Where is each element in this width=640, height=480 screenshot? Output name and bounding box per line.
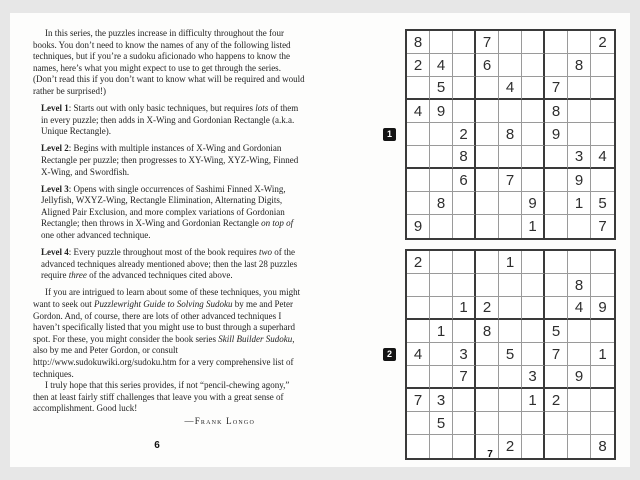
sudoku-cell: 5 [545,320,568,343]
sudoku-cell [545,251,568,274]
sudoku-cell: 7 [407,389,430,412]
sudoku-cell [568,215,591,238]
sudoku-cell: 9 [568,366,591,389]
sudoku-cell [522,320,545,343]
sudoku-cell: 1 [591,343,614,366]
sudoku-grid [405,249,616,460]
sudoku-cell [545,31,568,54]
book-spread [10,13,630,467]
sudoku-cell [430,343,453,366]
sudoku-cell: 2 [499,435,522,458]
sudoku-cell [591,123,614,146]
sudoku-cell [499,389,522,412]
sudoku-cell: 2 [407,251,430,274]
sudoku-cell [499,412,522,435]
sudoku-cell [430,123,453,146]
sudoku-cell: 4 [430,54,453,77]
sudoku-cell: 3 [453,343,476,366]
sudoku-cell: 8 [430,192,453,215]
sudoku-cell [522,77,545,100]
paragraph: I truly hope that this series provides, if not “pencil-chewing agony,” then at least fairly stiff challenges that leave you with a great sense of accomplishment. Good luck! [33,380,290,414]
sudoku-cell [407,274,430,297]
sudoku-cell [407,412,430,435]
sudoku-cell [591,100,614,123]
sudoku-cell [453,54,476,77]
sudoku-cell [476,146,499,169]
sudoku-cell: 8 [499,123,522,146]
sudoku-cell [476,169,499,192]
sudoku-cell [430,169,453,192]
sudoku-cell [407,366,430,389]
sudoku-cell: 6 [453,169,476,192]
sudoku-cell [545,54,568,77]
sudoku-cell [499,146,522,169]
paragraph: Level 2: Begins with multiple instances of X-Wing and Gordonian Rectangle per puzzle; then progresses to XY-Wing, XYZ-Wing, Finned X-Wing, and Swordfish. [41,143,299,177]
puzzle-number-badge: 2 [383,348,396,361]
puzzle-2 [386,249,616,460]
sudoku-cell [522,123,545,146]
sudoku-cell: 9 [522,192,545,215]
sudoku-cell [453,412,476,435]
sudoku-cell [407,297,430,320]
sudoku-cell [545,192,568,215]
sudoku-cell [453,100,476,123]
sudoku-cell [545,169,568,192]
sudoku-cell [453,251,476,274]
paragraph: Level 4: Every puzzle throughout most of the book requires two of the advanced techniques already mentioned above; then the last 28 puzzles require three of the advanced techniques cited above. [41,247,298,281]
sudoku-cell: 9 [591,297,614,320]
sudoku-cell [545,215,568,238]
sudoku-cell [499,366,522,389]
sudoku-cell [476,100,499,123]
sudoku-cell [591,54,614,77]
sudoku-cell [430,215,453,238]
sudoku-cell: 5 [591,192,614,215]
sudoku-cell [407,123,430,146]
sudoku-cell: 8 [568,54,591,77]
sudoku-cell [430,274,453,297]
sudoku-cell [430,146,453,169]
author-signature: —Frank Longo [184,415,255,426]
sudoku-cell [522,297,545,320]
puzzle-number-badge: 1 [383,128,396,141]
sudoku-cell [568,31,591,54]
sudoku-cell: 2 [545,389,568,412]
sudoku-cell [407,146,430,169]
sudoku-cell [545,435,568,458]
sudoku-cell [522,146,545,169]
sudoku-cell: 6 [476,54,499,77]
sudoku-cell: 5 [499,343,522,366]
page-number-right: 7 [487,449,493,460]
sudoku-cell: 4 [407,100,430,123]
sudoku-cell [591,77,614,100]
sudoku-cell: 8 [476,320,499,343]
sudoku-cell [591,320,614,343]
sudoku-cell: 7 [476,31,499,54]
sudoku-cell [568,123,591,146]
sudoku-cell [522,412,545,435]
sudoku-cell [407,320,430,343]
sudoku-cell [476,343,499,366]
sudoku-grid [405,29,616,240]
sudoku-cell [591,251,614,274]
sudoku-cell [407,192,430,215]
sudoku-cell: 8 [568,274,591,297]
sudoku-cell [407,169,430,192]
sudoku-cell [499,297,522,320]
sudoku-cell [545,274,568,297]
sudoku-cell [522,274,545,297]
sudoku-cell [499,31,522,54]
sudoku-cell: 7 [545,77,568,100]
sudoku-cell [568,77,591,100]
sudoku-cell [568,100,591,123]
sudoku-cell [499,274,522,297]
sudoku-cell [453,192,476,215]
sudoku-cell [476,123,499,146]
sudoku-cell [545,297,568,320]
sudoku-cell: 2 [476,297,499,320]
sudoku-cell [476,251,499,274]
sudoku-cell [522,435,545,458]
sudoku-cell [522,54,545,77]
sudoku-cell: 2 [407,54,430,77]
sudoku-cell [430,251,453,274]
sudoku-cell: 8 [598,438,607,455]
sudoku-cell [476,274,499,297]
sudoku-cell: 7 [453,366,476,389]
sudoku-cell: 3 [522,366,545,389]
sudoku-cell [407,77,430,100]
sudoku-cell: 4 [407,343,430,366]
sudoku-cell [430,435,453,458]
sudoku-cell: 4 [591,146,614,169]
sudoku-cell: 3 [430,389,453,412]
sudoku-cell: 1 [453,297,476,320]
sudoku-cell [430,366,453,389]
sudoku-cell: 7 [598,218,607,235]
sudoku-cell [591,274,614,297]
sudoku-cell: 7 [499,169,522,192]
sudoku-cell [499,320,522,343]
sudoku-cell [591,366,614,389]
sudoku-cell [568,320,591,343]
sudoku-cell [499,215,522,238]
sudoku-cell: 1 [499,251,522,274]
sudoku-cell [591,169,614,192]
sudoku-cell [568,435,591,458]
sudoku-cell [476,215,499,238]
sudoku-cell [499,54,522,77]
sudoku-cell [453,31,476,54]
sudoku-cell [545,412,568,435]
paragraph: Level 1: Starts out with only basic techniques, but requires lots of them in every puzzle; then adds in X-Wing and Gordonian Rectangle (a.k.a. Unique Rectangle). [41,103,299,137]
sudoku-cell: 9 [545,123,568,146]
sudoku-cell: 8 [407,31,430,54]
sudoku-cell [453,320,476,343]
sudoku-cell: 8 [545,100,568,123]
sudoku-cell: 7 [545,343,568,366]
sudoku-cell [476,412,499,435]
sudoku-cell [476,389,499,412]
sudoku-cell: 1 [522,215,545,238]
sudoku-cell: 1 [568,192,591,215]
sudoku-cell: 2 [453,123,476,146]
sudoku-cell: 4 [568,297,591,320]
sudoku-cell [591,412,614,435]
puzzle-1 [386,29,616,240]
sudoku-cell [476,77,499,100]
sudoku-cell: 5 [430,412,453,435]
sudoku-cell [568,251,591,274]
sudoku-cell [591,389,614,412]
sudoku-cell [522,31,545,54]
sudoku-cell [522,343,545,366]
paragraph: In this series, the puzzles increase in difficulty throughout the four books. You don’t need to know the names of any of the following listed techniques, but if you’re a sudoku aficionado who happens to know the names, here’s what you might expect to use to get through the series. (Don’t read this if you don’t want to know what will be required and would rather be surprised!) [33,28,305,96]
sudoku-cell: 5 [430,77,453,100]
sudoku-cell [407,435,430,458]
sudoku-cell: 4 [499,77,522,100]
sudoku-cell [453,215,476,238]
sudoku-cell [453,274,476,297]
paragraph: Level 3: Opens with single occurrences of Sashimi Finned X-Wing, Jellyfish, WXYZ-Wing, Rectangle Elimination, Alternating Digits, Aligned Pair Exclusion, and more complex variations of Gordonian Rectangle; then throws in X-Wing and Gordonian Rectangle on top of one other advanced technique. [41,183,294,240]
sudoku-cell: 1 [522,389,545,412]
sudoku-cell [476,366,499,389]
sudoku-cell [499,100,522,123]
sudoku-cell [430,31,453,54]
paragraph: If you are intrigued to learn about some of these techniques, you might want to seek out Puzzlewright Guide to Solving Sudoku by me and Peter Gordon. And, of course, there are lots of other advanced techniques I haven’t specifically listed that you might use to bust through a superhard spot. For these, you might consider the book series Skill Builder Sudoku, also by me and Peter Gordon, or consult http://www.sudokuwiki.org/sudoku.htm for a very comprehensive list of techniques. [33,287,301,379]
sudoku-cell [430,297,453,320]
sudoku-cell [522,169,545,192]
sudoku-cell: 9 [430,100,453,123]
sudoku-cell [568,389,591,412]
sudoku-cell: 9 [568,169,591,192]
sudoku-cell [453,77,476,100]
sudoku-cell [453,389,476,412]
text-column [33,28,307,428]
sudoku-cell [476,192,499,215]
sudoku-cell [568,412,591,435]
sudoku-cell: 9 [407,215,430,238]
sudoku-cell [499,192,522,215]
sudoku-cell [522,100,545,123]
sudoku-cell: 3 [568,146,591,169]
page-number-left: 6 [154,440,160,451]
sudoku-cell [568,343,591,366]
sudoku-cell [453,435,476,458]
sudoku-cell: 8 [453,146,476,169]
sudoku-cell [522,251,545,274]
sudoku-cell: 2 [591,31,614,54]
sudoku-cell: 1 [430,320,453,343]
sudoku-cell [545,146,568,169]
sudoku-cell [545,366,568,389]
